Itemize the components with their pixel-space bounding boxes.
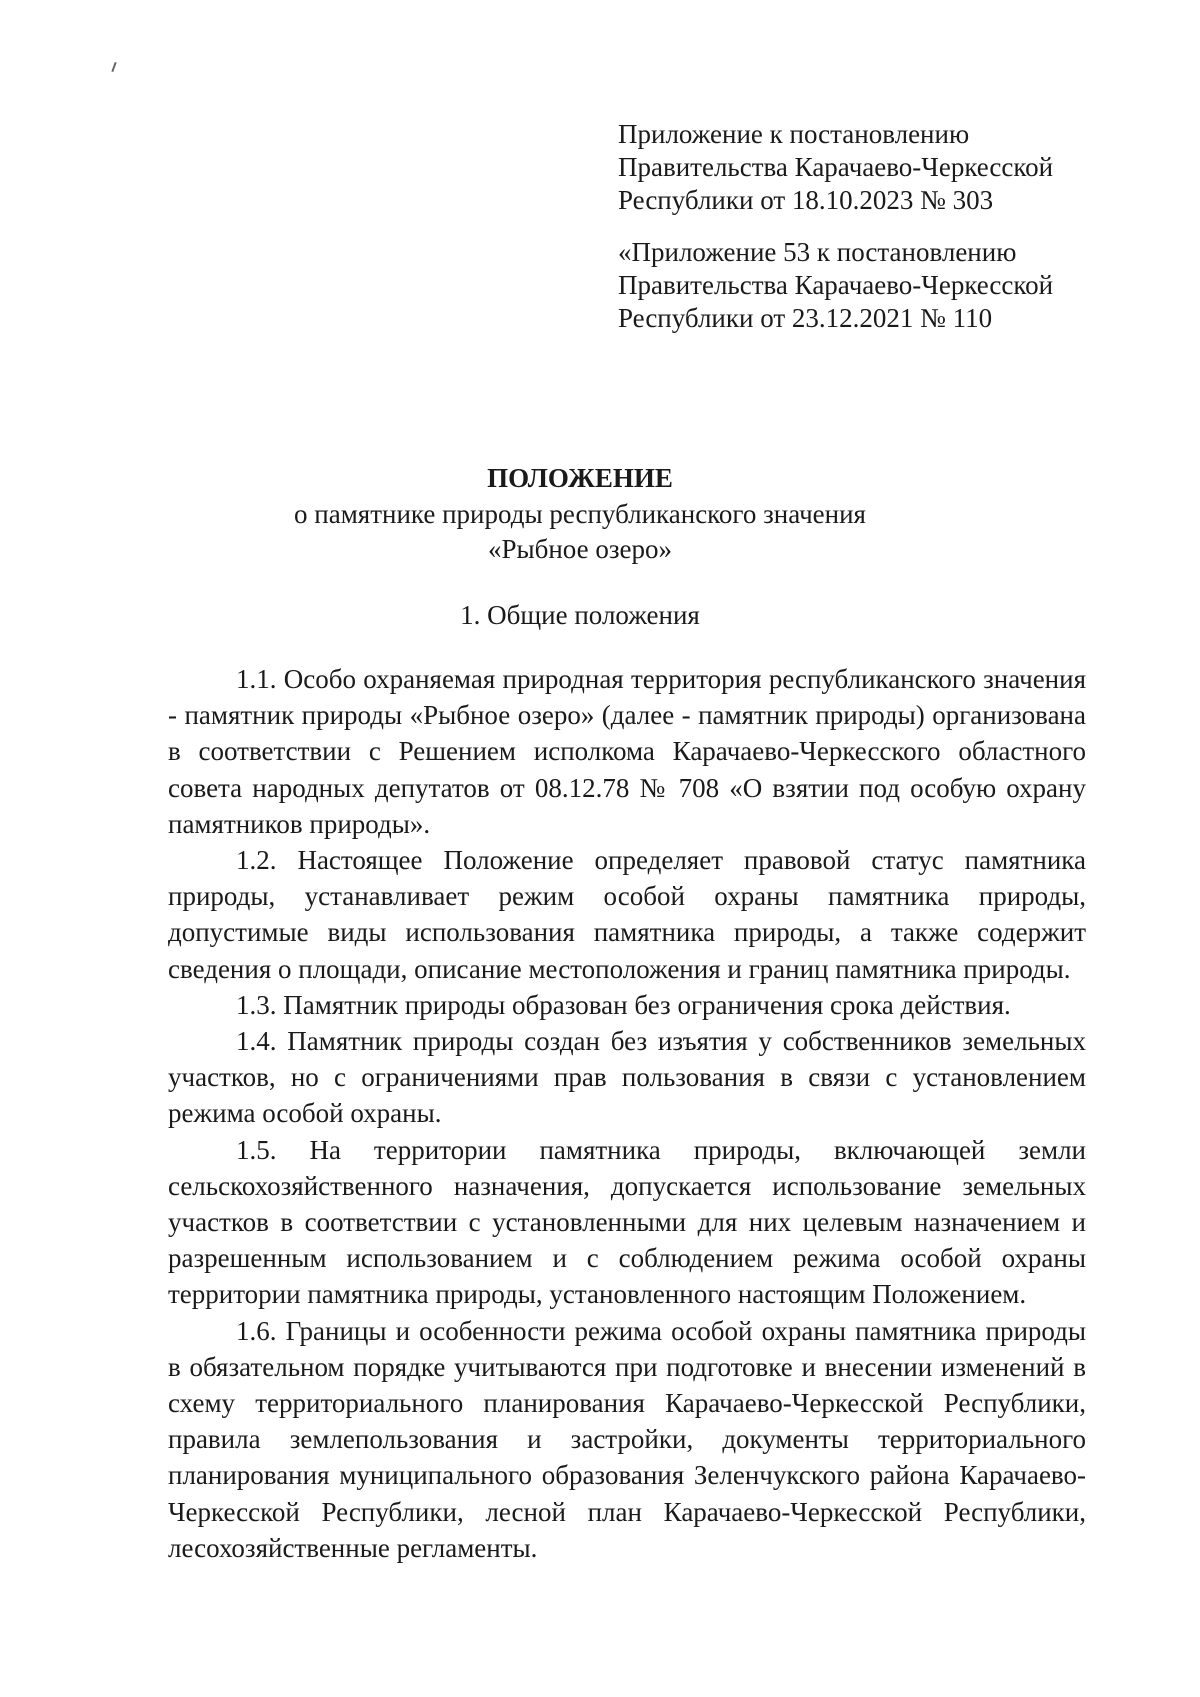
paragraph-1-4: 1.4. Памятник природы создан без изъятия у собственников земельных участков, но с ограничениями прав пользования в связи с установлением режима особой охраны.: [168, 1026, 1086, 1129]
annex-reference-current: [618, 118, 1138, 217]
section-heading: 1. Общие положения: [460, 600, 700, 630]
annex-line: Республики от 18.10.2023 № 303: [618, 185, 994, 215]
document-body: [168, 661, 1086, 1566]
paragraph-1-1: 1.1. Особо охраняемая природная территория республиканского значения - памятник природы «Рыбное озеро» (далее - памятник природы) организована в соответствии с Решением исполкома Карачаево-Черкесского областного совета народных депутатов от 08.12.78 № 708 «О взятии под особую охрану памятников природы».: [168, 664, 1086, 839]
document-subtitle: [130, 497, 1030, 567]
annex-line: Приложение к постановлению: [618, 119, 970, 149]
paragraph-1-3: 1.3. Памятник природы образован без ограничения срока действия.: [236, 989, 1011, 1020]
paragraph-1-6: 1.6. Границы и особенности режима особой охраны памятника природы в обязательном порядке учитываются при подготовке и внесении изменений в схему территориального планирования Карачаево-Черкесской Республики, правила землепользования и застройки, документы территориального планирования муниципального образования Зеленчукского района Карачаево-Черкесской Республики, лесной план Карачаево-Черкесской Республики, лесохозяйственные регламенты.: [168, 1315, 1086, 1563]
subtitle-line: о памятнике природы республиканского значения: [294, 499, 866, 529]
subtitle-line: «Рыбное озеро»: [487, 534, 673, 564]
annex-line: Правительства Карачаево-Черкесской: [618, 152, 1054, 182]
scan-mark: [111, 62, 116, 72]
annex-line: Правительства Карачаево-Черкесской: [618, 270, 1054, 300]
paragraph-1-2: 1.2. Настоящее Положение определяет правовой статус памятника природы, устанавливает режим особой охраны памятника природы, допустимые виды использования памятника природы, а также содержит сведения о площади, описание местоположения и границ памятника природы.: [168, 845, 1086, 984]
annex-line: «Приложение 53 к постановлению: [618, 237, 1017, 267]
paragraph-1-5: 1.5. На территории памятника природы, включающей земли сельскохозяйственного назначения, допускается использование земельных участков в соответствии с установленными для них целевым назначением и разрешенным использованием и с соблюдением режима особой охраны территории памятника природы, установленного настоящим Положением.: [168, 1134, 1086, 1310]
annex-line: Республики от 23.12.2021 № 110: [618, 303, 993, 333]
document-title: ПОЛОЖЕНИЕ: [487, 463, 673, 493]
annex-reference-original: [618, 236, 1138, 335]
